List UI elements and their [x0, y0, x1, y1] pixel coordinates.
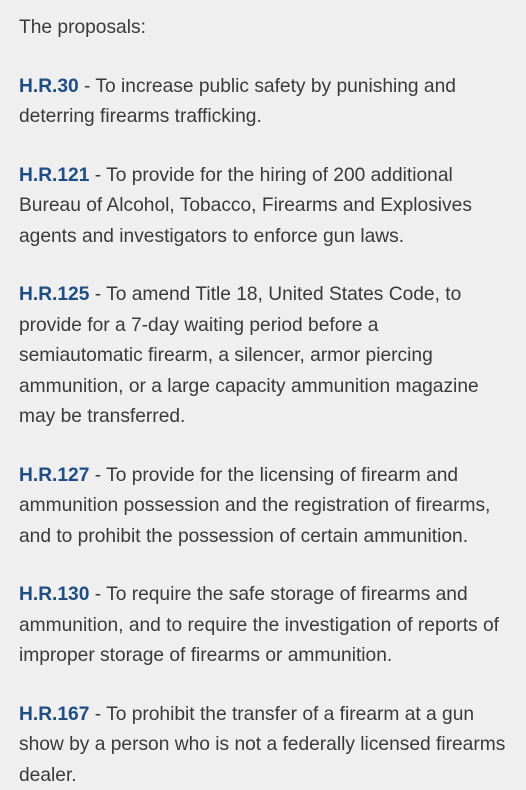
proposal-description: - To prohibit the transfer of a firearm at a gun show by a person who is not a federally licensed firearms dealer.: [19, 703, 506, 786]
intro-text: The proposals:: [19, 17, 146, 38]
proposal-description: - To amend Title 18, United States Code, to provide for a 7-day waiting period before a semiautomatic firearm, a silencer, armor piercing ammunition, or a large capacity ammunition magazine may be transferred.: [19, 284, 479, 427]
bill-link-hr125[interactable]: H.R.125: [19, 284, 90, 305]
proposal-hr121: [19, 161, 507, 253]
bill-link-hr127[interactable]: H.R.127: [19, 464, 90, 486]
proposal-description: - To provide for the hiring of 200 additional Bureau of Alcohol, Tobacco, Firearms and Explosives agents and investigators to enforce gun laws.: [19, 164, 472, 247]
proposal-hr127: [19, 461, 507, 553]
proposal-description: - To increase public safety by punishing and deterring firearms trafficking.: [19, 75, 456, 127]
bill-link-hr30[interactable]: H.R.30: [19, 75, 79, 97]
bill-link-hr130[interactable]: H.R.130: [19, 584, 90, 605]
proposal-hr125: [19, 280, 507, 433]
proposal-description: - To require the safe storage of firearms and ammunition, and to require the investigation of reports of improper storage of firearms or ammunition.: [19, 584, 499, 666]
proposal-hr167: [19, 700, 507, 790]
proposal-description: - To provide for the licensing of firearm and ammunition possession and the registration of firearms, and to prohibit the possession of certain ammunition.: [19, 464, 491, 547]
proposal-hr30: [19, 72, 507, 133]
proposal-hr130: [19, 580, 507, 672]
bill-link-hr121[interactable]: H.R.121: [19, 164, 90, 186]
bill-link-hr167[interactable]: H.R.167: [19, 703, 90, 725]
